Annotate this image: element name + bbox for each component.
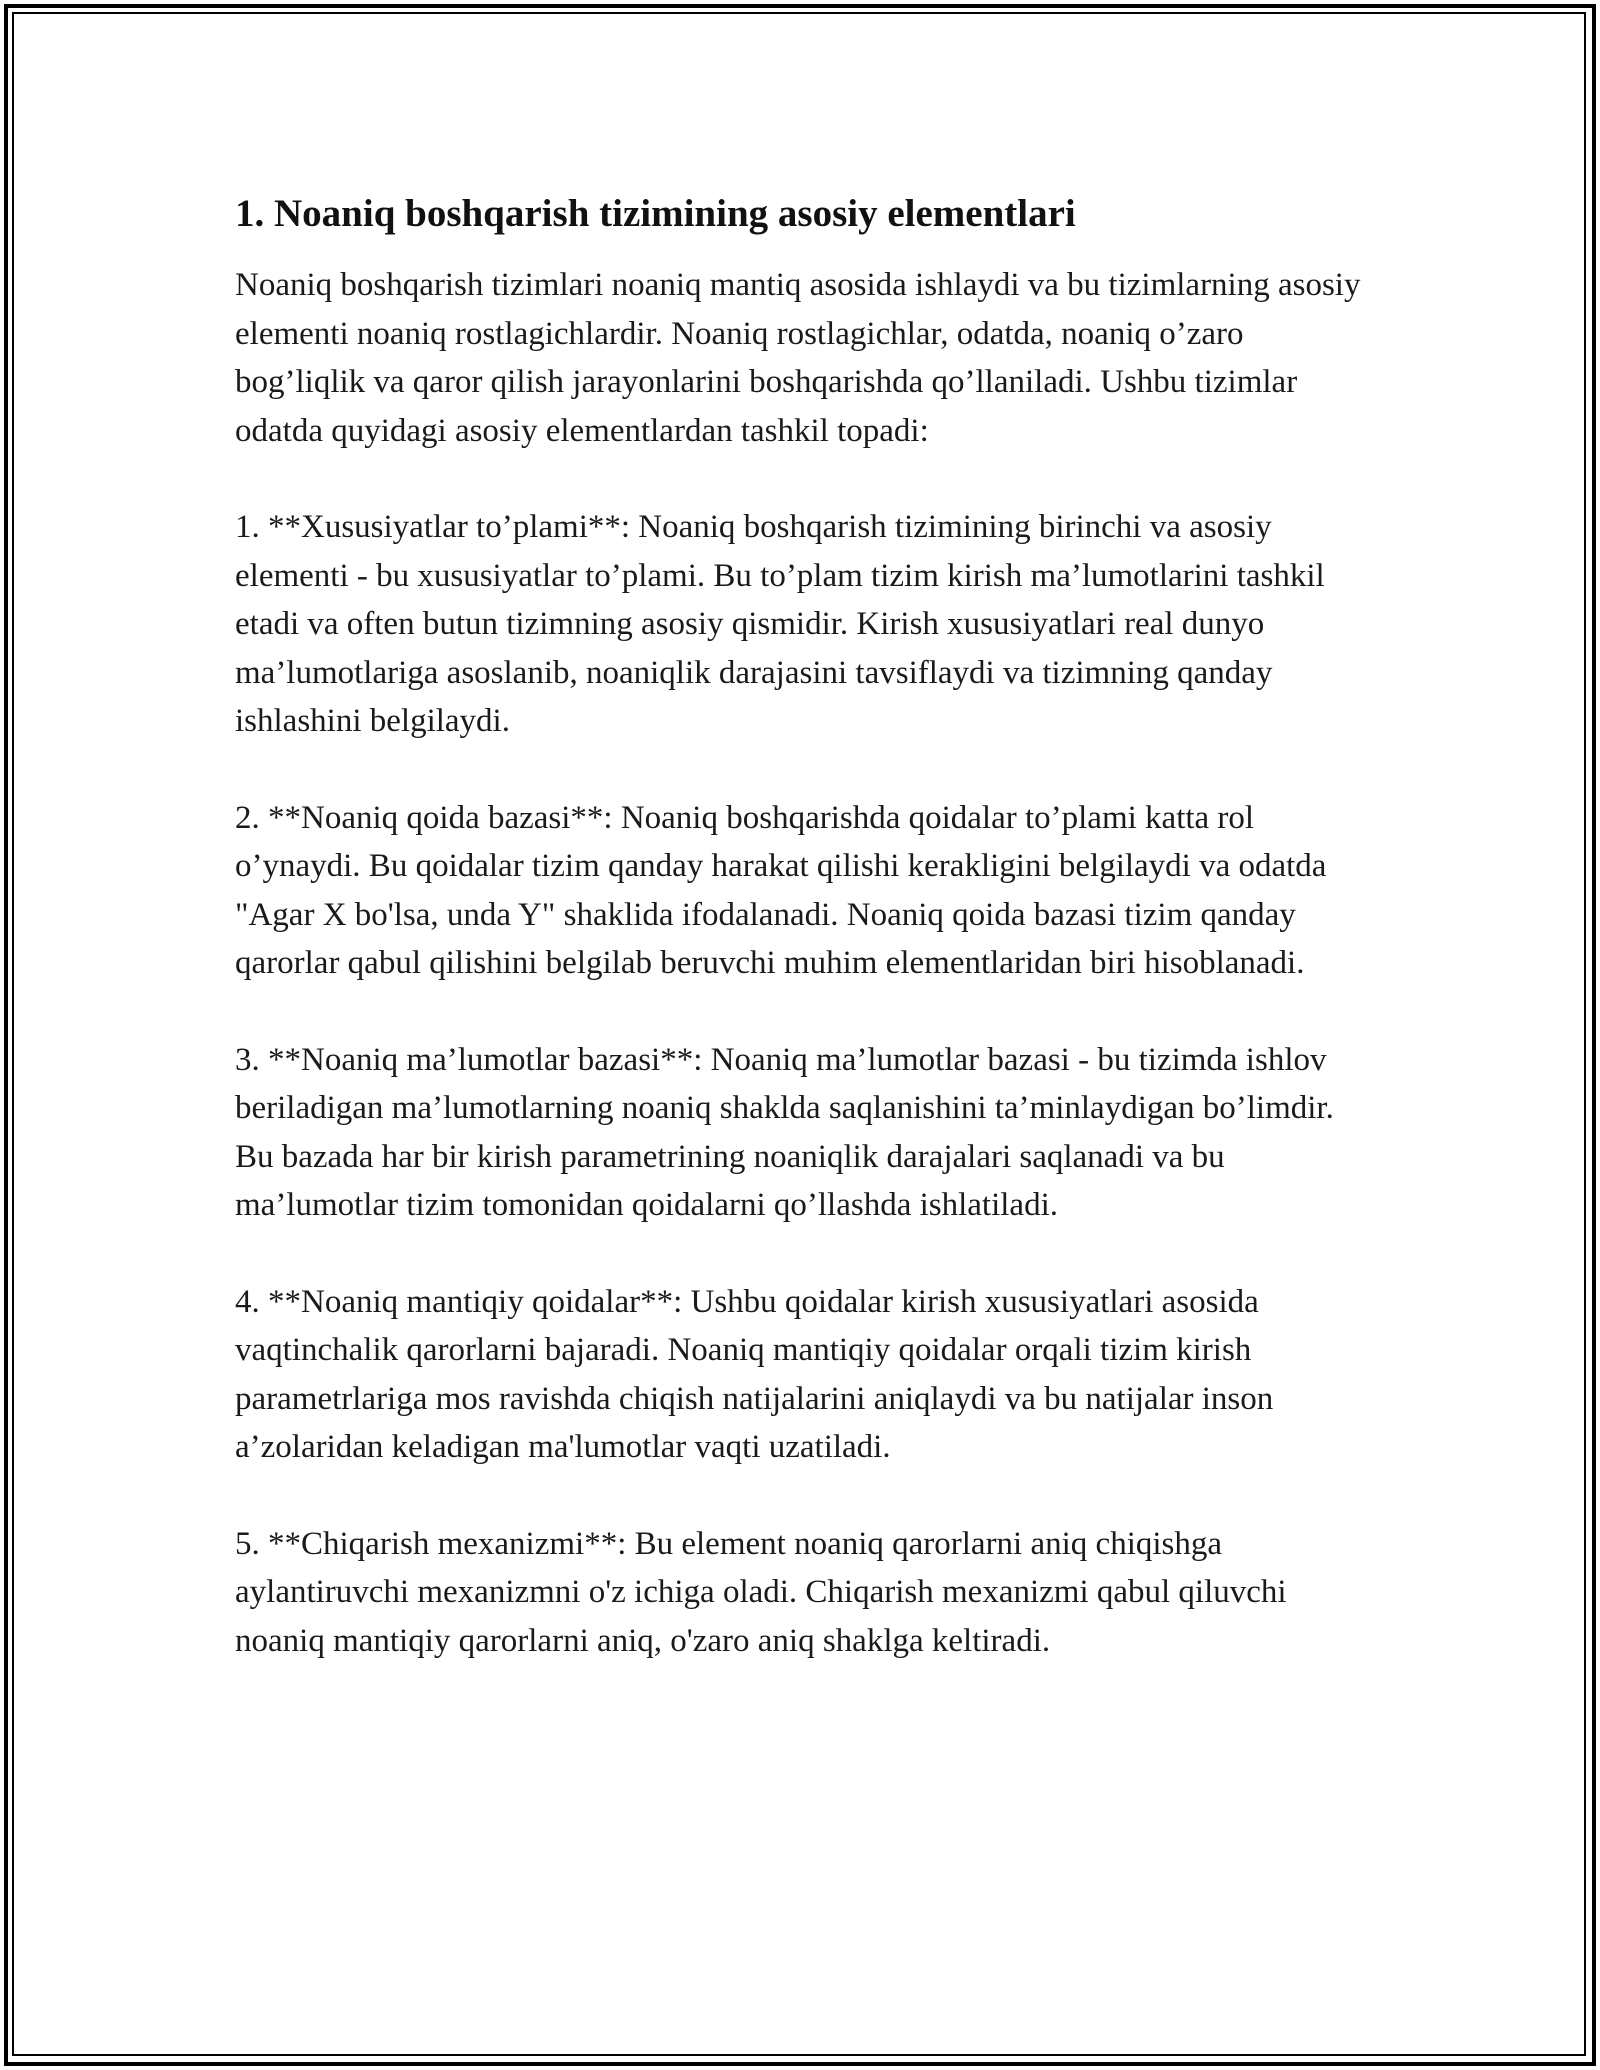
section-heading: 1. Noaniq boshqarish tizimining asosiy elementlari — [235, 192, 1076, 235]
paragraph-item-2: 2. **Noaniq qoida bazasi**: Noaniq boshqarishda qoidalar to’plami katta rol o’ynaydi. Bu qoidalar tizim qanday harakat qilishi kerakligini belgilaydi va odatda "Agar X bo'lsa, unda Y" shaklida ifodalanadi. Noaniq qoida bazasi tizim qanday qarorlar qabul qilishini belgilab beruvchi muhim elementlaridan biri hisoblanadi. — [235, 799, 1327, 981]
paragraph-item-5: 5. **Chiqarish mexanizmi**: Bu element noaniq qarorlarni aniq chiqishga aylantiruvchi mexanizmni o'z ichiga oladi. Chiqarish mexanizmi qabul qiluvchi noaniq mantiqiy qarorlarni aniq, o'zaro aniq shaklga keltiradi. — [235, 1525, 1287, 1659]
paragraph-item-3: 3. **Noaniq ma’lumotlar bazasi**: Noaniq ma’lumotlar bazasi - bu tizimda ishlov beriladigan ma’lumotlarning noaniq shaklda saqlanishini ta’minlaydigan bo’limdir. Bu bazada har bir kirish parametrining noaniqlik darajalari saqlanadi va bu ma’lumotlar tizim tomonidan qoidalarni qo’llashda ishlatiladi. — [235, 1041, 1334, 1223]
paragraph-intro: Noaniq boshqarish tizimlari noaniq mantiq asosida ishlaydi va bu tizimlarning asosiy elementi noaniq rostlagichlardir. Noaniq rostlagichlar, odatda, noaniq o’zaro bog’liqlik va qaror qilish jarayonlarini boshqarishda qo’llaniladi. Ushbu tizimlar odatda quyidagi asosiy elementlardan tashkil topadi: — [235, 267, 1361, 449]
document-body — [235, 185, 1370, 1665]
paragraph-item-1: 1. **Xususiyatlar to’plami**: Noaniq boshqarish tizimining birinchi va asosiy elementi - bu xususiyatlar to’plami. Bu to’plam tizim kirish ma’lumotlarini tashkil etadi va often butun tizimning asosiy qismidir. Kirish xususiyatlari real dunyo ma’lumotlariga asoslanib, noaniqlik darajasini tavsiflaydi va tizimning qanday ishlashini belgilaydi. — [235, 509, 1325, 739]
paragraph-item-4: 4. **Noaniq mantiqiy qoidalar**: Ushbu qoidalar kirish xususiyatlari asosida vaqtinchalik qarorlarni bajaradi. Noaniq mantiqiy qoidalar orqali tizim kirish parametrlariga mos ravishda chiqish natijalarini aniqlaydi va bu natijalar inson a’zolaridan keladigan ma'lumotlar vaqti uzatiladi. — [235, 1283, 1274, 1465]
